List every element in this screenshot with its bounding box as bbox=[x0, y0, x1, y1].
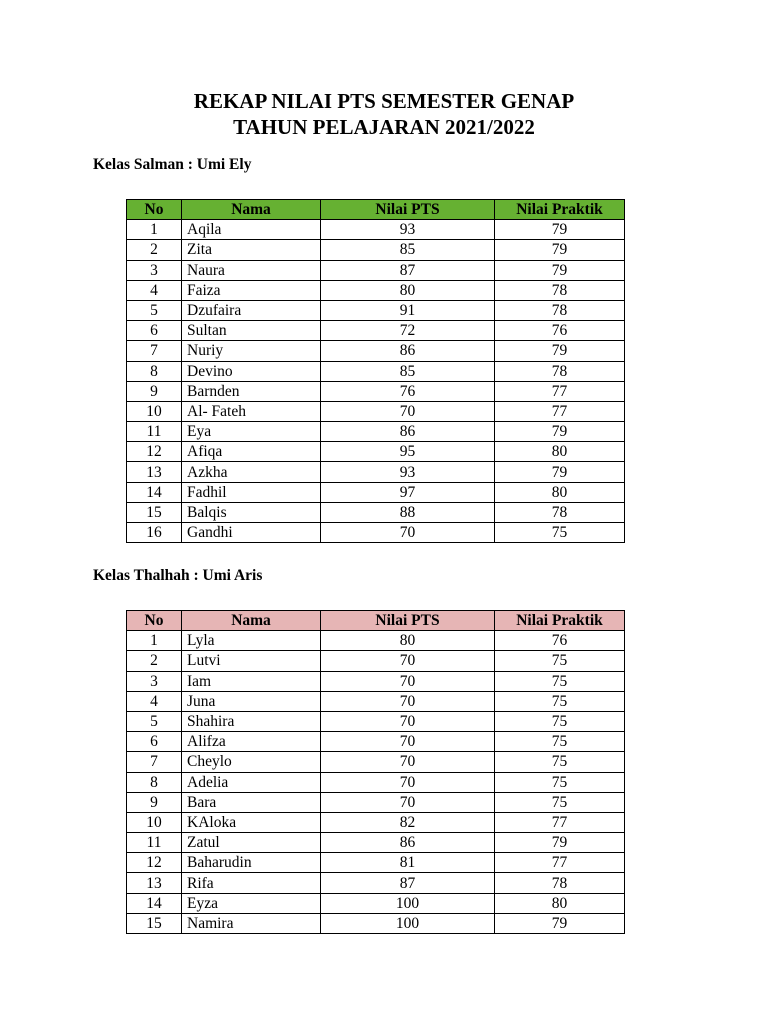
cell-no: 13 bbox=[127, 873, 182, 893]
cell-nilai-pts: 95 bbox=[321, 442, 495, 462]
cell-no: 3 bbox=[127, 671, 182, 691]
cell-nilai-praktik: 80 bbox=[495, 893, 625, 913]
cell-no: 10 bbox=[127, 401, 182, 421]
cell-nama: Nuriy bbox=[182, 341, 321, 361]
table-row bbox=[127, 321, 625, 341]
class-label-salman: Kelas Salman : Umi Ely bbox=[93, 156, 252, 173]
cell-nilai-pts: 100 bbox=[321, 893, 495, 913]
grades-table-thalhah bbox=[126, 610, 625, 934]
table-row bbox=[127, 260, 625, 280]
cell-nama: Bara bbox=[182, 792, 321, 812]
cell-nilai-praktik: 75 bbox=[495, 651, 625, 671]
table-row bbox=[127, 772, 625, 792]
table-row bbox=[127, 671, 625, 691]
cell-nama: Namira bbox=[182, 913, 321, 933]
cell-nama: Balqis bbox=[182, 502, 321, 522]
cell-nilai-praktik: 77 bbox=[495, 812, 625, 832]
cell-nama: Iam bbox=[182, 671, 321, 691]
cell-nama: Gandhi bbox=[182, 523, 321, 543]
table-row bbox=[127, 502, 625, 522]
cell-nama: Al- Fateh bbox=[182, 401, 321, 421]
cell-nama: Rifa bbox=[182, 873, 321, 893]
cell-nilai-pts: 76 bbox=[321, 381, 495, 401]
cell-nilai-praktik: 75 bbox=[495, 523, 625, 543]
cell-nilai-pts: 70 bbox=[321, 711, 495, 731]
table-row bbox=[127, 711, 625, 731]
cell-no: 7 bbox=[127, 341, 182, 361]
column-header-nama: Nama bbox=[182, 200, 321, 220]
cell-nilai-praktik: 79 bbox=[495, 240, 625, 260]
cell-no: 16 bbox=[127, 523, 182, 543]
cell-nama: Zatul bbox=[182, 833, 321, 853]
table-row bbox=[127, 752, 625, 772]
cell-nama: Zita bbox=[182, 240, 321, 260]
cell-nilai-pts: 70 bbox=[321, 752, 495, 772]
cell-no: 3 bbox=[127, 260, 182, 280]
table-row bbox=[127, 913, 625, 933]
cell-nama: Barnden bbox=[182, 381, 321, 401]
cell-nilai-praktik: 75 bbox=[495, 772, 625, 792]
cell-nilai-pts: 70 bbox=[321, 772, 495, 792]
table-body bbox=[127, 220, 625, 543]
cell-nilai-pts: 93 bbox=[321, 220, 495, 240]
cell-nama: Sultan bbox=[182, 321, 321, 341]
cell-no: 1 bbox=[127, 631, 182, 651]
table-row bbox=[127, 401, 625, 421]
cell-nilai-pts: 86 bbox=[321, 833, 495, 853]
grades-table-salman bbox=[126, 199, 625, 543]
cell-nilai-pts: 91 bbox=[321, 300, 495, 320]
cell-nilai-praktik: 77 bbox=[495, 381, 625, 401]
cell-nilai-pts: 80 bbox=[321, 631, 495, 651]
column-header-nilai-praktik: Nilai Praktik bbox=[495, 200, 625, 220]
cell-nilai-praktik: 75 bbox=[495, 792, 625, 812]
cell-nilai-pts: 85 bbox=[321, 240, 495, 260]
table-header-row bbox=[127, 200, 625, 220]
cell-no: 9 bbox=[127, 381, 182, 401]
cell-nilai-pts: 88 bbox=[321, 502, 495, 522]
cell-nilai-pts: 70 bbox=[321, 401, 495, 421]
cell-nama: Cheylo bbox=[182, 752, 321, 772]
table-row bbox=[127, 732, 625, 752]
cell-nilai-praktik: 75 bbox=[495, 752, 625, 772]
cell-nilai-praktik: 79 bbox=[495, 462, 625, 482]
table-row bbox=[127, 833, 625, 853]
class-label-thalhah: Kelas Thalhah : Umi Aris bbox=[93, 567, 263, 584]
table-row bbox=[127, 422, 625, 442]
table-row bbox=[127, 361, 625, 381]
cell-no: 6 bbox=[127, 732, 182, 752]
table-row bbox=[127, 873, 625, 893]
cell-nilai-pts: 87 bbox=[321, 260, 495, 280]
cell-no: 7 bbox=[127, 752, 182, 772]
cell-nilai-praktik: 75 bbox=[495, 732, 625, 752]
cell-no: 11 bbox=[127, 422, 182, 442]
column-header-nilai-pts: Nilai PTS bbox=[321, 200, 495, 220]
cell-nilai-pts: 97 bbox=[321, 482, 495, 502]
cell-nama: Afiqa bbox=[182, 442, 321, 462]
table-row bbox=[127, 853, 625, 873]
cell-no: 2 bbox=[127, 240, 182, 260]
document-title-line-2: TAHUN PELAJARAN 2021/2022 bbox=[233, 115, 535, 139]
cell-nama: Adelia bbox=[182, 772, 321, 792]
cell-nilai-pts: 100 bbox=[321, 913, 495, 933]
cell-nilai-praktik: 75 bbox=[495, 691, 625, 711]
cell-no: 4 bbox=[127, 691, 182, 711]
document-title-line-1: REKAP NILAI PTS SEMESTER GENAP bbox=[193, 89, 575, 113]
cell-nilai-praktik: 80 bbox=[495, 482, 625, 502]
cell-nama: Dzufaira bbox=[182, 300, 321, 320]
cell-nama: Aqila bbox=[182, 220, 321, 240]
cell-no: 13 bbox=[127, 462, 182, 482]
cell-nilai-praktik: 75 bbox=[495, 671, 625, 691]
table-row bbox=[127, 631, 625, 651]
column-header-nama: Nama bbox=[182, 611, 321, 631]
table-header-row bbox=[127, 611, 625, 631]
cell-nilai-pts: 70 bbox=[321, 523, 495, 543]
table-row bbox=[127, 220, 625, 240]
cell-nilai-praktik: 77 bbox=[495, 853, 625, 873]
cell-nama: Devino bbox=[182, 361, 321, 381]
cell-nilai-praktik: 79 bbox=[495, 220, 625, 240]
cell-nilai-pts: 70 bbox=[321, 792, 495, 812]
cell-nama: Faiza bbox=[182, 280, 321, 300]
cell-no: 8 bbox=[127, 361, 182, 381]
table-row bbox=[127, 691, 625, 711]
table-row bbox=[127, 442, 625, 462]
cell-nilai-pts: 87 bbox=[321, 873, 495, 893]
cell-nama: Eya bbox=[182, 422, 321, 442]
table-row bbox=[127, 240, 625, 260]
cell-no: 9 bbox=[127, 792, 182, 812]
cell-no: 11 bbox=[127, 833, 182, 853]
cell-nilai-pts: 72 bbox=[321, 321, 495, 341]
cell-nama: Alifza bbox=[182, 732, 321, 752]
cell-nilai-praktik: 78 bbox=[495, 300, 625, 320]
cell-nilai-praktik: 79 bbox=[495, 341, 625, 361]
table-row bbox=[127, 812, 625, 832]
cell-nilai-pts: 80 bbox=[321, 280, 495, 300]
column-header-nilai-pts: Nilai PTS bbox=[321, 611, 495, 631]
table-row bbox=[127, 482, 625, 502]
cell-nama: KAloka bbox=[182, 812, 321, 832]
cell-nama: Fadhil bbox=[182, 482, 321, 502]
table-row bbox=[127, 523, 625, 543]
cell-nama: Azkha bbox=[182, 462, 321, 482]
cell-nilai-pts: 82 bbox=[321, 812, 495, 832]
table-row bbox=[127, 462, 625, 482]
cell-no: 8 bbox=[127, 772, 182, 792]
cell-nilai-praktik: 78 bbox=[495, 361, 625, 381]
table-row bbox=[127, 341, 625, 361]
cell-nama: Naura bbox=[182, 260, 321, 280]
cell-nilai-pts: 85 bbox=[321, 361, 495, 381]
cell-nilai-pts: 70 bbox=[321, 691, 495, 711]
cell-nama: Lutvi bbox=[182, 651, 321, 671]
cell-no: 5 bbox=[127, 711, 182, 731]
cell-no: 10 bbox=[127, 812, 182, 832]
column-header-no: No bbox=[127, 200, 182, 220]
table-row bbox=[127, 792, 625, 812]
cell-nilai-praktik: 78 bbox=[495, 873, 625, 893]
cell-no: 15 bbox=[127, 502, 182, 522]
cell-nilai-praktik: 77 bbox=[495, 401, 625, 421]
cell-no: 12 bbox=[127, 853, 182, 873]
cell-no: 2 bbox=[127, 651, 182, 671]
cell-nilai-pts: 70 bbox=[321, 651, 495, 671]
cell-nilai-praktik: 79 bbox=[495, 422, 625, 442]
cell-no: 6 bbox=[127, 321, 182, 341]
cell-no: 5 bbox=[127, 300, 182, 320]
cell-nilai-pts: 86 bbox=[321, 341, 495, 361]
table-body bbox=[127, 631, 625, 934]
cell-nilai-pts: 70 bbox=[321, 671, 495, 691]
cell-nilai-praktik: 79 bbox=[495, 913, 625, 933]
cell-no: 15 bbox=[127, 913, 182, 933]
column-header-nilai-praktik: Nilai Praktik bbox=[495, 611, 625, 631]
cell-nama: Eyza bbox=[182, 893, 321, 913]
cell-nama: Juna bbox=[182, 691, 321, 711]
cell-nama: Shahira bbox=[182, 711, 321, 731]
table-row bbox=[127, 280, 625, 300]
cell-nilai-praktik: 78 bbox=[495, 280, 625, 300]
cell-nilai-praktik: 79 bbox=[495, 260, 625, 280]
table-row bbox=[127, 893, 625, 913]
cell-nama: Lyla bbox=[182, 631, 321, 651]
cell-no: 14 bbox=[127, 482, 182, 502]
cell-nilai-pts: 86 bbox=[321, 422, 495, 442]
cell-nilai-praktik: 76 bbox=[495, 321, 625, 341]
table-row bbox=[127, 381, 625, 401]
cell-no: 1 bbox=[127, 220, 182, 240]
cell-nilai-praktik: 75 bbox=[495, 711, 625, 731]
cell-no: 12 bbox=[127, 442, 182, 462]
table-row bbox=[127, 651, 625, 671]
column-header-no: No bbox=[127, 611, 182, 631]
table-row bbox=[127, 300, 625, 320]
cell-nilai-pts: 81 bbox=[321, 853, 495, 873]
cell-nilai-praktik: 79 bbox=[495, 833, 625, 853]
cell-nilai-praktik: 80 bbox=[495, 442, 625, 462]
cell-nilai-pts: 93 bbox=[321, 462, 495, 482]
cell-nilai-pts: 70 bbox=[321, 732, 495, 752]
cell-nilai-praktik: 76 bbox=[495, 631, 625, 651]
cell-nilai-praktik: 78 bbox=[495, 502, 625, 522]
cell-no: 14 bbox=[127, 893, 182, 913]
cell-nama: Baharudin bbox=[182, 853, 321, 873]
cell-no: 4 bbox=[127, 280, 182, 300]
